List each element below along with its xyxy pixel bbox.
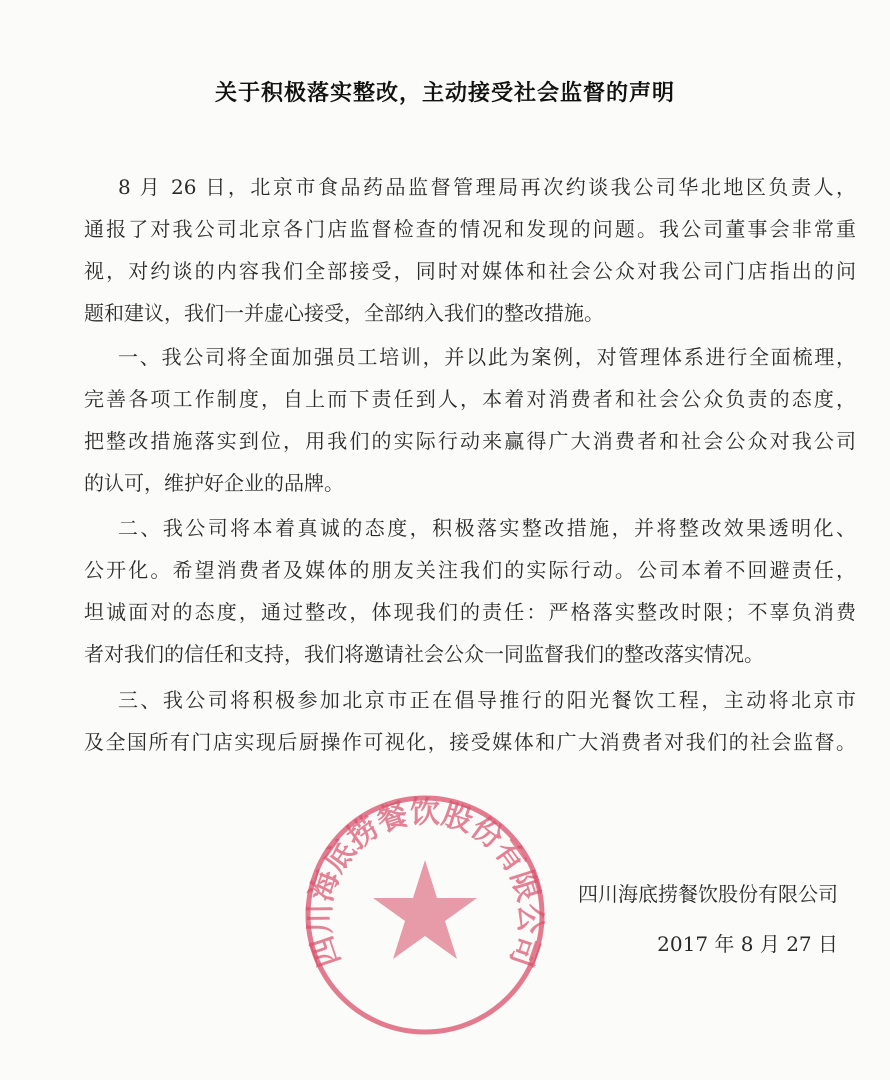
star-icon xyxy=(373,860,477,959)
paragraph-1-line: 题和建议，我们一并虚心接受，全部纳入我们的整改措施。 xyxy=(84,301,604,325)
paragraph-2-line: 一、我公司将全面加强员工培训，并以此为案例，对管理体系进行全面梳理， xyxy=(118,345,856,369)
document-title: 关于积极落实整改，主动接受社会监督的声明 xyxy=(214,80,675,106)
paragraph-3-line: 二、我公司将本着真诚的态度，积极落实整改措施，并将整改效果透明化、 xyxy=(118,516,856,540)
paragraph-1-line: 视，对约谈的内容我们全部接受，同时对媒体和社会公众对我公司门店指出的问 xyxy=(84,259,856,283)
paragraph-3-line: 者对我们的信任和支持，我们将邀请社会公众一同监督我们的整改落实情况。 xyxy=(84,642,764,666)
paragraph-1-line: 通报了对我公司北京各门店监督检查的情况和发现的问题。我公司董事会非常重 xyxy=(84,217,856,241)
paragraph-2-line: 完善各项工作制度，自上而下责任到人，本着对消费者和社会公众负责的态度， xyxy=(84,387,856,411)
paragraph-2-line: 的认可，维护好企业的品牌。 xyxy=(84,471,344,495)
signature-date: 2017 年 8 月 27 日 xyxy=(657,932,838,956)
paragraph-4-line: 三、我公司将积极参加北京市正在倡导推行的阳光餐饮工程，主动将北京市 xyxy=(118,688,856,712)
stamp-text: 四川海底捞餐饮股份有限公司 xyxy=(302,795,548,972)
paragraph-4-line: 及全国所有门店实现后厨操作可视化，接受媒体和广大消费者对我们的社会监督。 xyxy=(84,730,856,754)
paragraph-3-line: 坦诚面对的态度，通过整改，体现我们的责任：严格落实整改时限；不辜负消费 xyxy=(84,600,856,624)
paragraph-1-line: 8 月 26 日，北京市食品药品监督管理局再次约谈我公司华北地区负责人， xyxy=(118,175,856,199)
signature-company: 四川海底捞餐饮股份有限公司 xyxy=(578,882,838,906)
paragraph-3-line: 公开化。希望消费者及媒体的朋友关注我们的实际行动。公司本着不回避责任， xyxy=(84,558,856,582)
company-seal-stamp xyxy=(300,790,550,1040)
paragraph-2-line: 把整改措施落实到位，用我们的实际行动来赢得广大消费者和社会公众对我公司 xyxy=(84,429,856,453)
